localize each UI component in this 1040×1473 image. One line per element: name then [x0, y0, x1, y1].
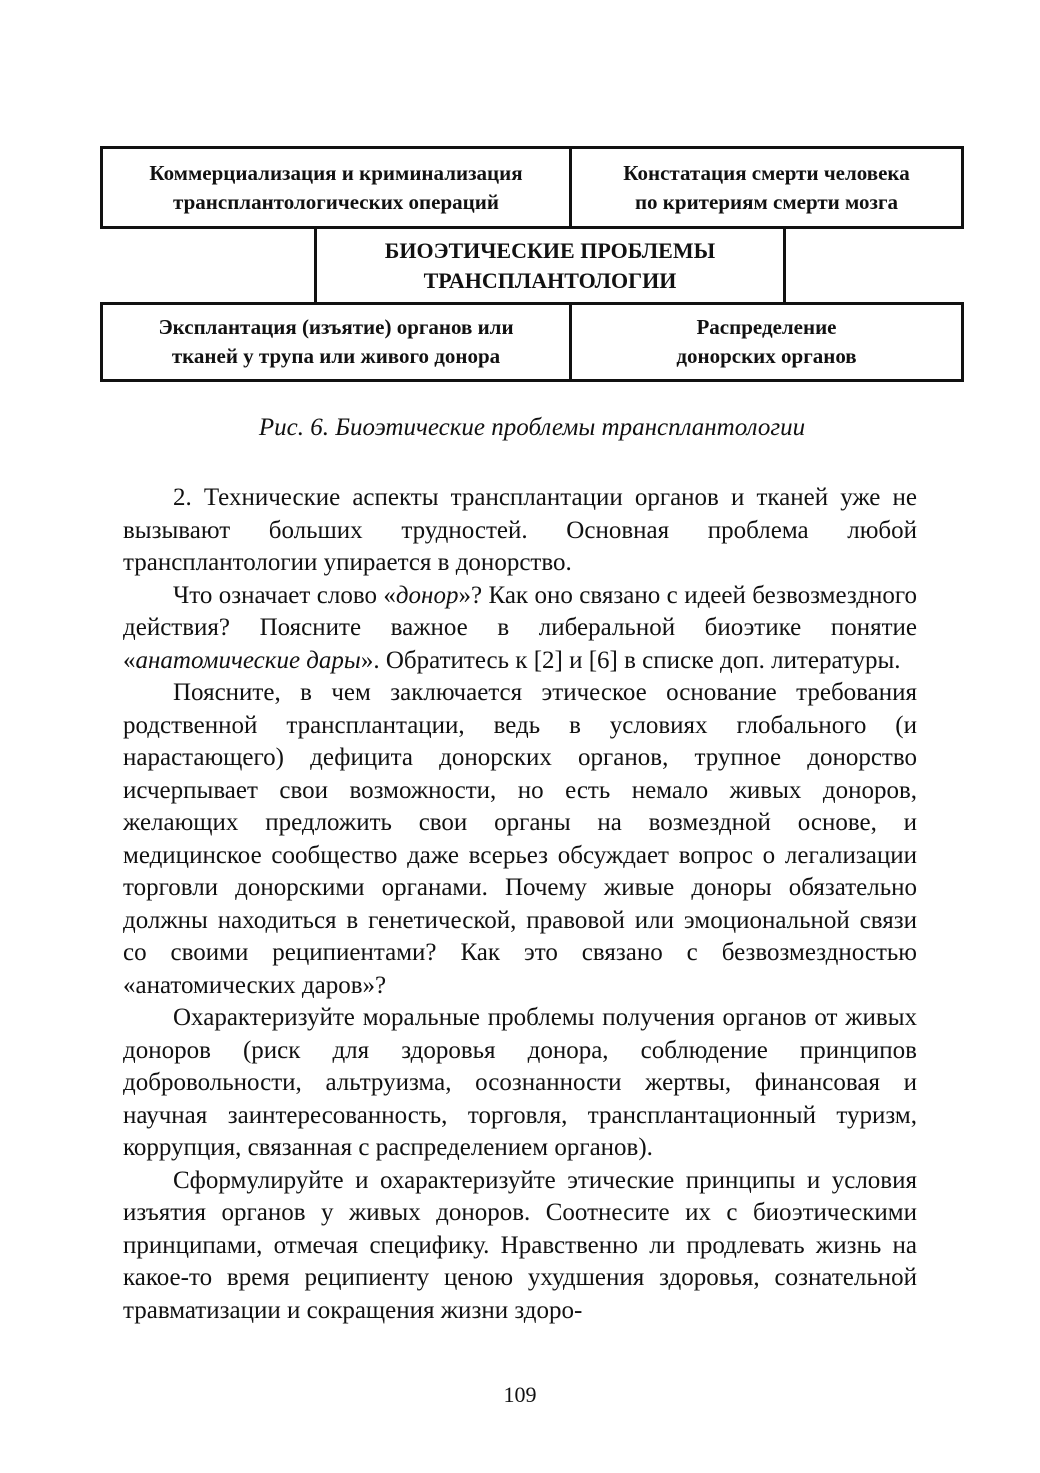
- box-text-line: трансплантологических операций: [173, 189, 499, 214]
- paragraph: [123, 580, 917, 678]
- diagram-box-bottom-right: [569, 302, 964, 382]
- body-text: [123, 482, 917, 1327]
- italic-term: донор: [395, 581, 459, 609]
- box-text-line: Констатация смерти человека: [623, 160, 910, 185]
- paragraph: Сформулируйте и охарактеризуйте этические принципы и условия изъятия органов у живых доноров. Соотнесите их с биоэтическими принципами, отмечая специфику. Нравственно ли продлевать жизнь на какое-то время реципиенту ценою ухудшения здоровья, сознательной травматизации и сокращения жизни здоро-: [123, 1166, 917, 1324]
- box-text-line: БИОЭТИЧЕСКИЕ ПРОБЛЕМЫ: [384, 238, 716, 263]
- figure-caption: Рис. 6. Биоэтические проблемы трансплантологии: [258, 414, 806, 441]
- text-run: »? Как оно связано с идеей безвозмездного действия? Поясните важное в либеральной биоэтике понятие «: [123, 581, 917, 674]
- diagram-box-top-right: [569, 146, 964, 229]
- box-text-line: ТРАНСПЛАНТОЛОГИИ: [423, 268, 677, 293]
- box-text-line: тканей у трупа или живого донора: [171, 344, 501, 368]
- box-text-line: донорских органов: [676, 344, 857, 368]
- box-text-line: по критериям смерти мозга: [634, 189, 899, 214]
- page-number: 109: [503, 1382, 537, 1407]
- box-text-line: Коммерциализация и криминализация: [149, 160, 523, 185]
- paragraph: Поясните, в чем заключается этическое основание требования родственной трансплантации, ведь в условиях глобального (и нарастающего) дефицита донорских органов, трупное донорство исчерпывает свои возможности, но есть немало живых доноров, желающих предложить свои органы на возмездной основе, и медицинское сообщество даже всерьез обсуждает вопрос о легализации торговли донорскими органами. Почему живые доноры обязательно должны находиться в генетической, правовой или эмоциональной связи со своими реципиентами? Как это связано с безвозмездностью «анатомических даров»?: [123, 679, 917, 999]
- diagram-box-top-left: [100, 146, 572, 229]
- paragraph: Охарактеризуйте моральные проблемы получения органов от живых доноров (риск для здоровья донора, соблюдение принципов добровольности, альтруизма, осознанности жертвы, финансовая и научная заинтересованность, торговля, трансплантационный туризм, коррупция, связанная с распределением органов).: [123, 1004, 917, 1161]
- box-text-line: Эксплантация (изъятие) органов или: [158, 315, 514, 339]
- paragraph: 2. Технические аспекты трансплантации органов и тканей уже не вызывают больших трудностей. Основная проблема любой трансплантологии упирается в донорство.: [123, 484, 917, 576]
- diagram-box-bottom-left: [100, 302, 572, 382]
- text-run: Что означает слово «: [173, 581, 396, 609]
- diagram-box-center: [314, 226, 786, 306]
- text-run: ». Обратитесь к [2] и [6] в списке доп. литературы.: [360, 646, 901, 674]
- italic-term: анатомические дары: [135, 646, 361, 674]
- box-text-line: Распределение: [696, 315, 837, 339]
